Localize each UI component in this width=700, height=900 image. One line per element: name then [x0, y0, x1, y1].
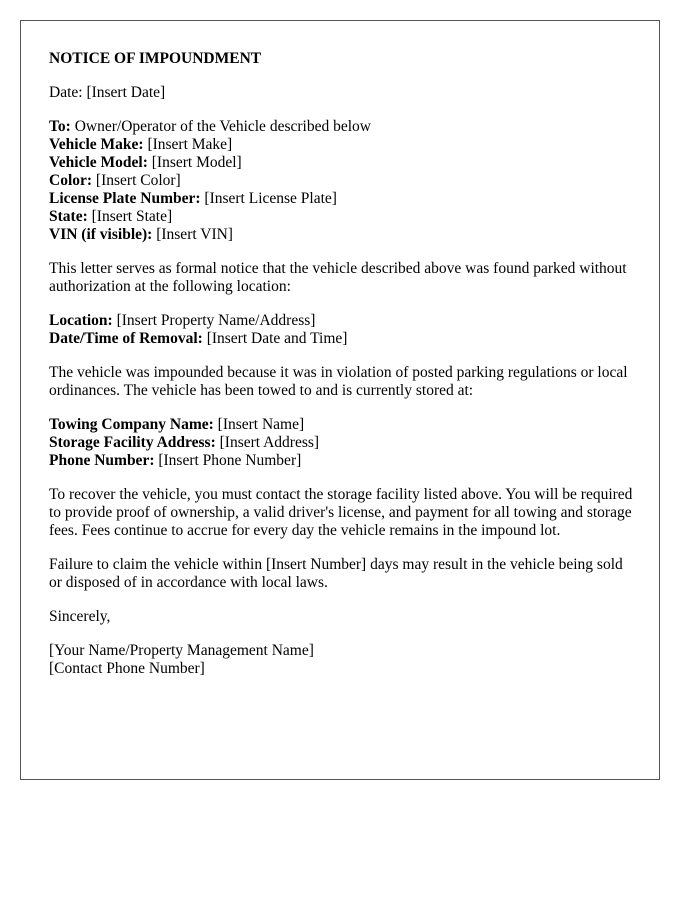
state-label: State:: [49, 208, 88, 225]
storage-block: [49, 416, 639, 470]
storage-address-label: Storage Facility Address:: [49, 434, 216, 451]
license-plate-line: [49, 190, 639, 208]
location-label: Location:: [49, 312, 113, 329]
vin-label: VIN (if visible):: [49, 226, 153, 243]
removal-time-value: [Insert Date and Time]: [206, 330, 348, 347]
vehicle-model-line: [49, 154, 639, 172]
signature-phone: [Contact Phone Number]: [49, 660, 205, 677]
recovery-paragraph: To recover the vehicle, you must contact the storage facility listed above. You will be required to provide proof of ownership, a valid driver's license, and payment for all towing and storage fees. Fees continue to accrue for every day the vehicle remains in the impound lot.: [49, 486, 633, 539]
date-line: Date: [Insert Date]: [49, 84, 166, 101]
vehicle-model-label: Vehicle Model:: [49, 154, 148, 171]
license-plate-value: [Insert License Plate]: [204, 190, 337, 207]
towing-company-value: [Insert Name]: [217, 416, 305, 433]
towing-company-label: Towing Company Name:: [49, 416, 214, 433]
phone-number-line: [49, 452, 639, 470]
storage-address-value: [Insert Address]: [219, 434, 320, 451]
location-value: [Insert Property Name/Address]: [116, 312, 316, 329]
letter-title: NOTICE OF IMPOUNDMENT: [49, 50, 262, 67]
removal-time-line: [49, 330, 639, 348]
closing: Sincerely,: [49, 608, 111, 625]
signature-name: [Your Name/Property Management Name]: [49, 642, 314, 659]
intro-paragraph: This letter serves as formal notice that the vehicle described above was found parked without authorization at the following location:: [49, 260, 627, 295]
state-value: [Insert State]: [91, 208, 173, 225]
storage-address-line: [49, 434, 639, 452]
vehicle-details-block: [49, 118, 639, 244]
letter-page: [20, 20, 660, 780]
phone-number-label: Phone Number:: [49, 452, 155, 469]
location-line: [49, 312, 639, 330]
failure-paragraph: Failure to claim the vehicle within [Insert Number] days may result in the vehicle being sold or disposed of in accordance with local laws.: [49, 556, 623, 591]
state-line: [49, 208, 639, 226]
vin-value: [Insert VIN]: [156, 226, 233, 243]
towing-company-line: [49, 416, 639, 434]
letter-content: [49, 50, 639, 678]
location-block: [49, 312, 639, 348]
phone-number-value: [Insert Phone Number]: [158, 452, 302, 469]
to-label: To:: [49, 118, 71, 135]
vehicle-model-value: [Insert Model]: [151, 154, 242, 171]
vehicle-make-label: Vehicle Make:: [49, 136, 144, 153]
color-value: [Insert Color]: [95, 172, 181, 189]
vehicle-make-line: [49, 136, 639, 154]
to-value: Owner/Operator of the Vehicle described below: [74, 118, 371, 135]
color-label: Color:: [49, 172, 93, 189]
license-plate-label: License Plate Number:: [49, 190, 201, 207]
vin-line: [49, 226, 639, 244]
vehicle-make-value: [Insert Make]: [147, 136, 233, 153]
reason-paragraph: The vehicle was impounded because it was in violation of posted parking regulations or local ordinances. The vehicle has been towed to and is currently stored at:: [49, 364, 628, 399]
to-line: [49, 118, 639, 136]
removal-time-label: Date/Time of Removal:: [49, 330, 203, 347]
color-line: [49, 172, 639, 190]
signature-block: [49, 642, 639, 678]
